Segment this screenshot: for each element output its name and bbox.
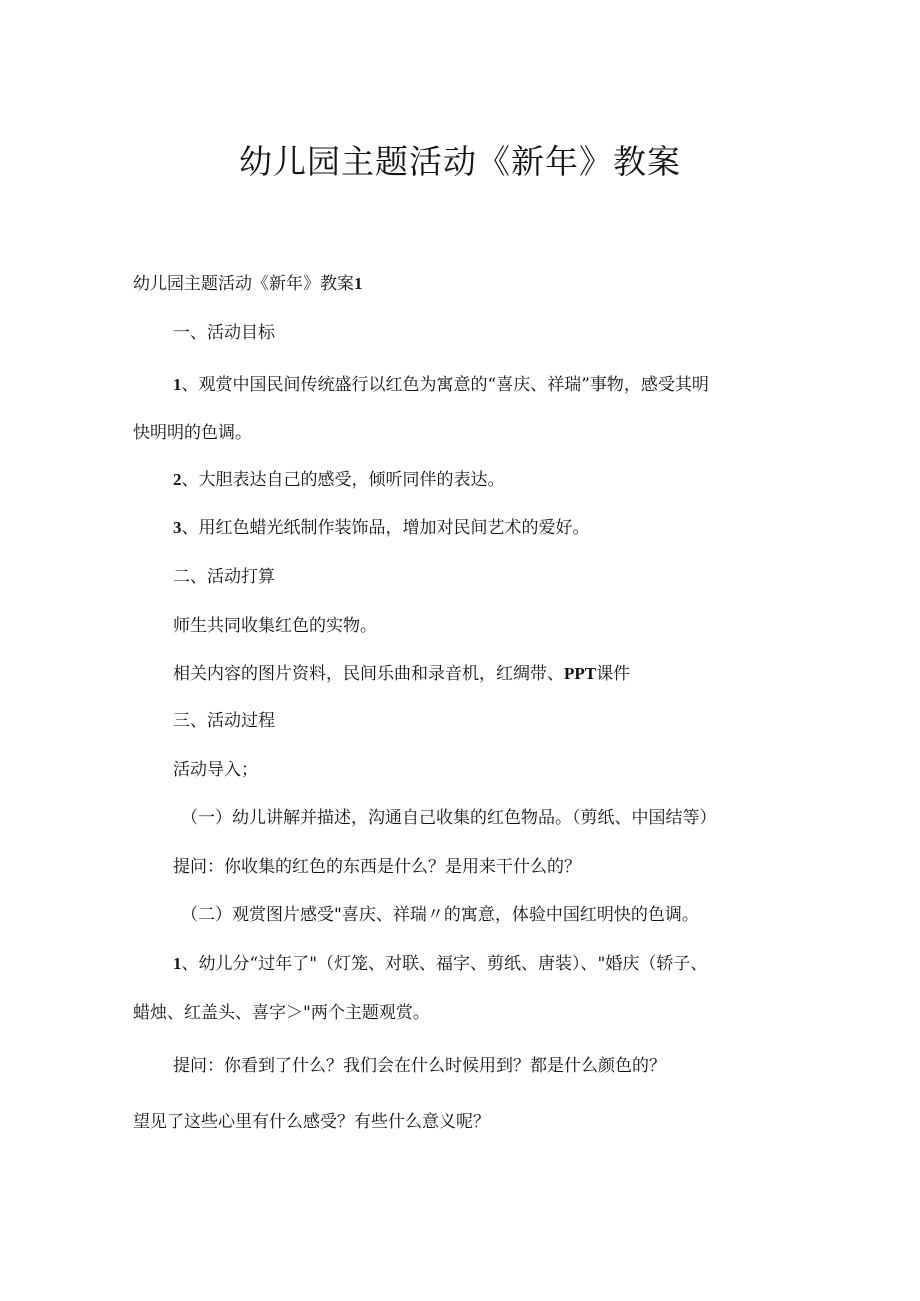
goal-2-number: 2 [173,470,182,489]
section-heading-process: 三、活动过程 [173,711,275,731]
section-heading-preparation: 二、活动打算 [173,567,275,587]
lesson-subtitle-number: 1 [354,274,363,293]
activity-intro: 活动导入； [173,760,258,780]
preparation-item-2 [173,662,630,686]
goal-1-line-a [173,373,709,397]
item-1-line-b: 蜡烛、红盖头、喜字＞"两个主题观赏。 [133,1003,430,1023]
goal-1-line-b: 快明明的色调。 [133,423,252,443]
process-step-2: （二）观赏图片感受"喜庆、祥瑞〃的寓意，体验中国红明快的色调。 [181,905,699,925]
preparation-item-1: 师生共同收集红色的实物。 [173,616,377,636]
item-1-text-a: 、幼儿分“过年了"（灯笼、对联、福字、剪纸、唐装）、"婚庆（轿子、 [181,954,708,974]
item-1-number: 1 [173,954,182,973]
lesson-subtitle [133,272,363,296]
question-1: 提问：你收集的红色的东西是什么？是用来干什么的？ [173,857,581,877]
item-1-line-a [173,952,707,976]
goal-3-line [173,516,590,540]
preparation-item-2-text-b: 课件 [596,664,631,684]
section-heading-goals: 一、活动目标 [173,323,275,343]
goal-3-number: 3 [173,518,182,537]
document-title: 幼儿园主题活动《新年》教案 [239,142,681,181]
goal-1-number: 1 [173,375,182,394]
question-3: 望见了这些心里有什么感受？有些什么意义呢？ [133,1112,490,1132]
goal-2-text: 、大胆表达自己的感受，倾听同伴的表达。 [181,470,505,490]
preparation-item-2-text-a: 相关内容的图片资料，民间乐曲和录音机，红绸带、 [173,664,564,684]
question-2: 提问：你看到了什么？我们会在什么时候用到？都是什么颜色的？ [173,1056,666,1076]
preparation-item-2-ppt: PPT [564,664,597,683]
goal-2-line [173,468,505,492]
lesson-subtitle-text: 幼儿园主题活动《新年》教案 [133,274,354,294]
process-step-1: （一）幼儿讲解并描述，沟通自己收集的红色物品。（剪纸、中国结等） [181,808,717,828]
goal-3-text: 、用红色蜡光纸制作装饰品，增加对民间艺术的爱好。 [181,518,590,538]
goal-1-text-a: 、观赏中国民间传统盛行以红色为寓意的“喜庆、祥瑞”事物，感受其明 [181,375,709,395]
